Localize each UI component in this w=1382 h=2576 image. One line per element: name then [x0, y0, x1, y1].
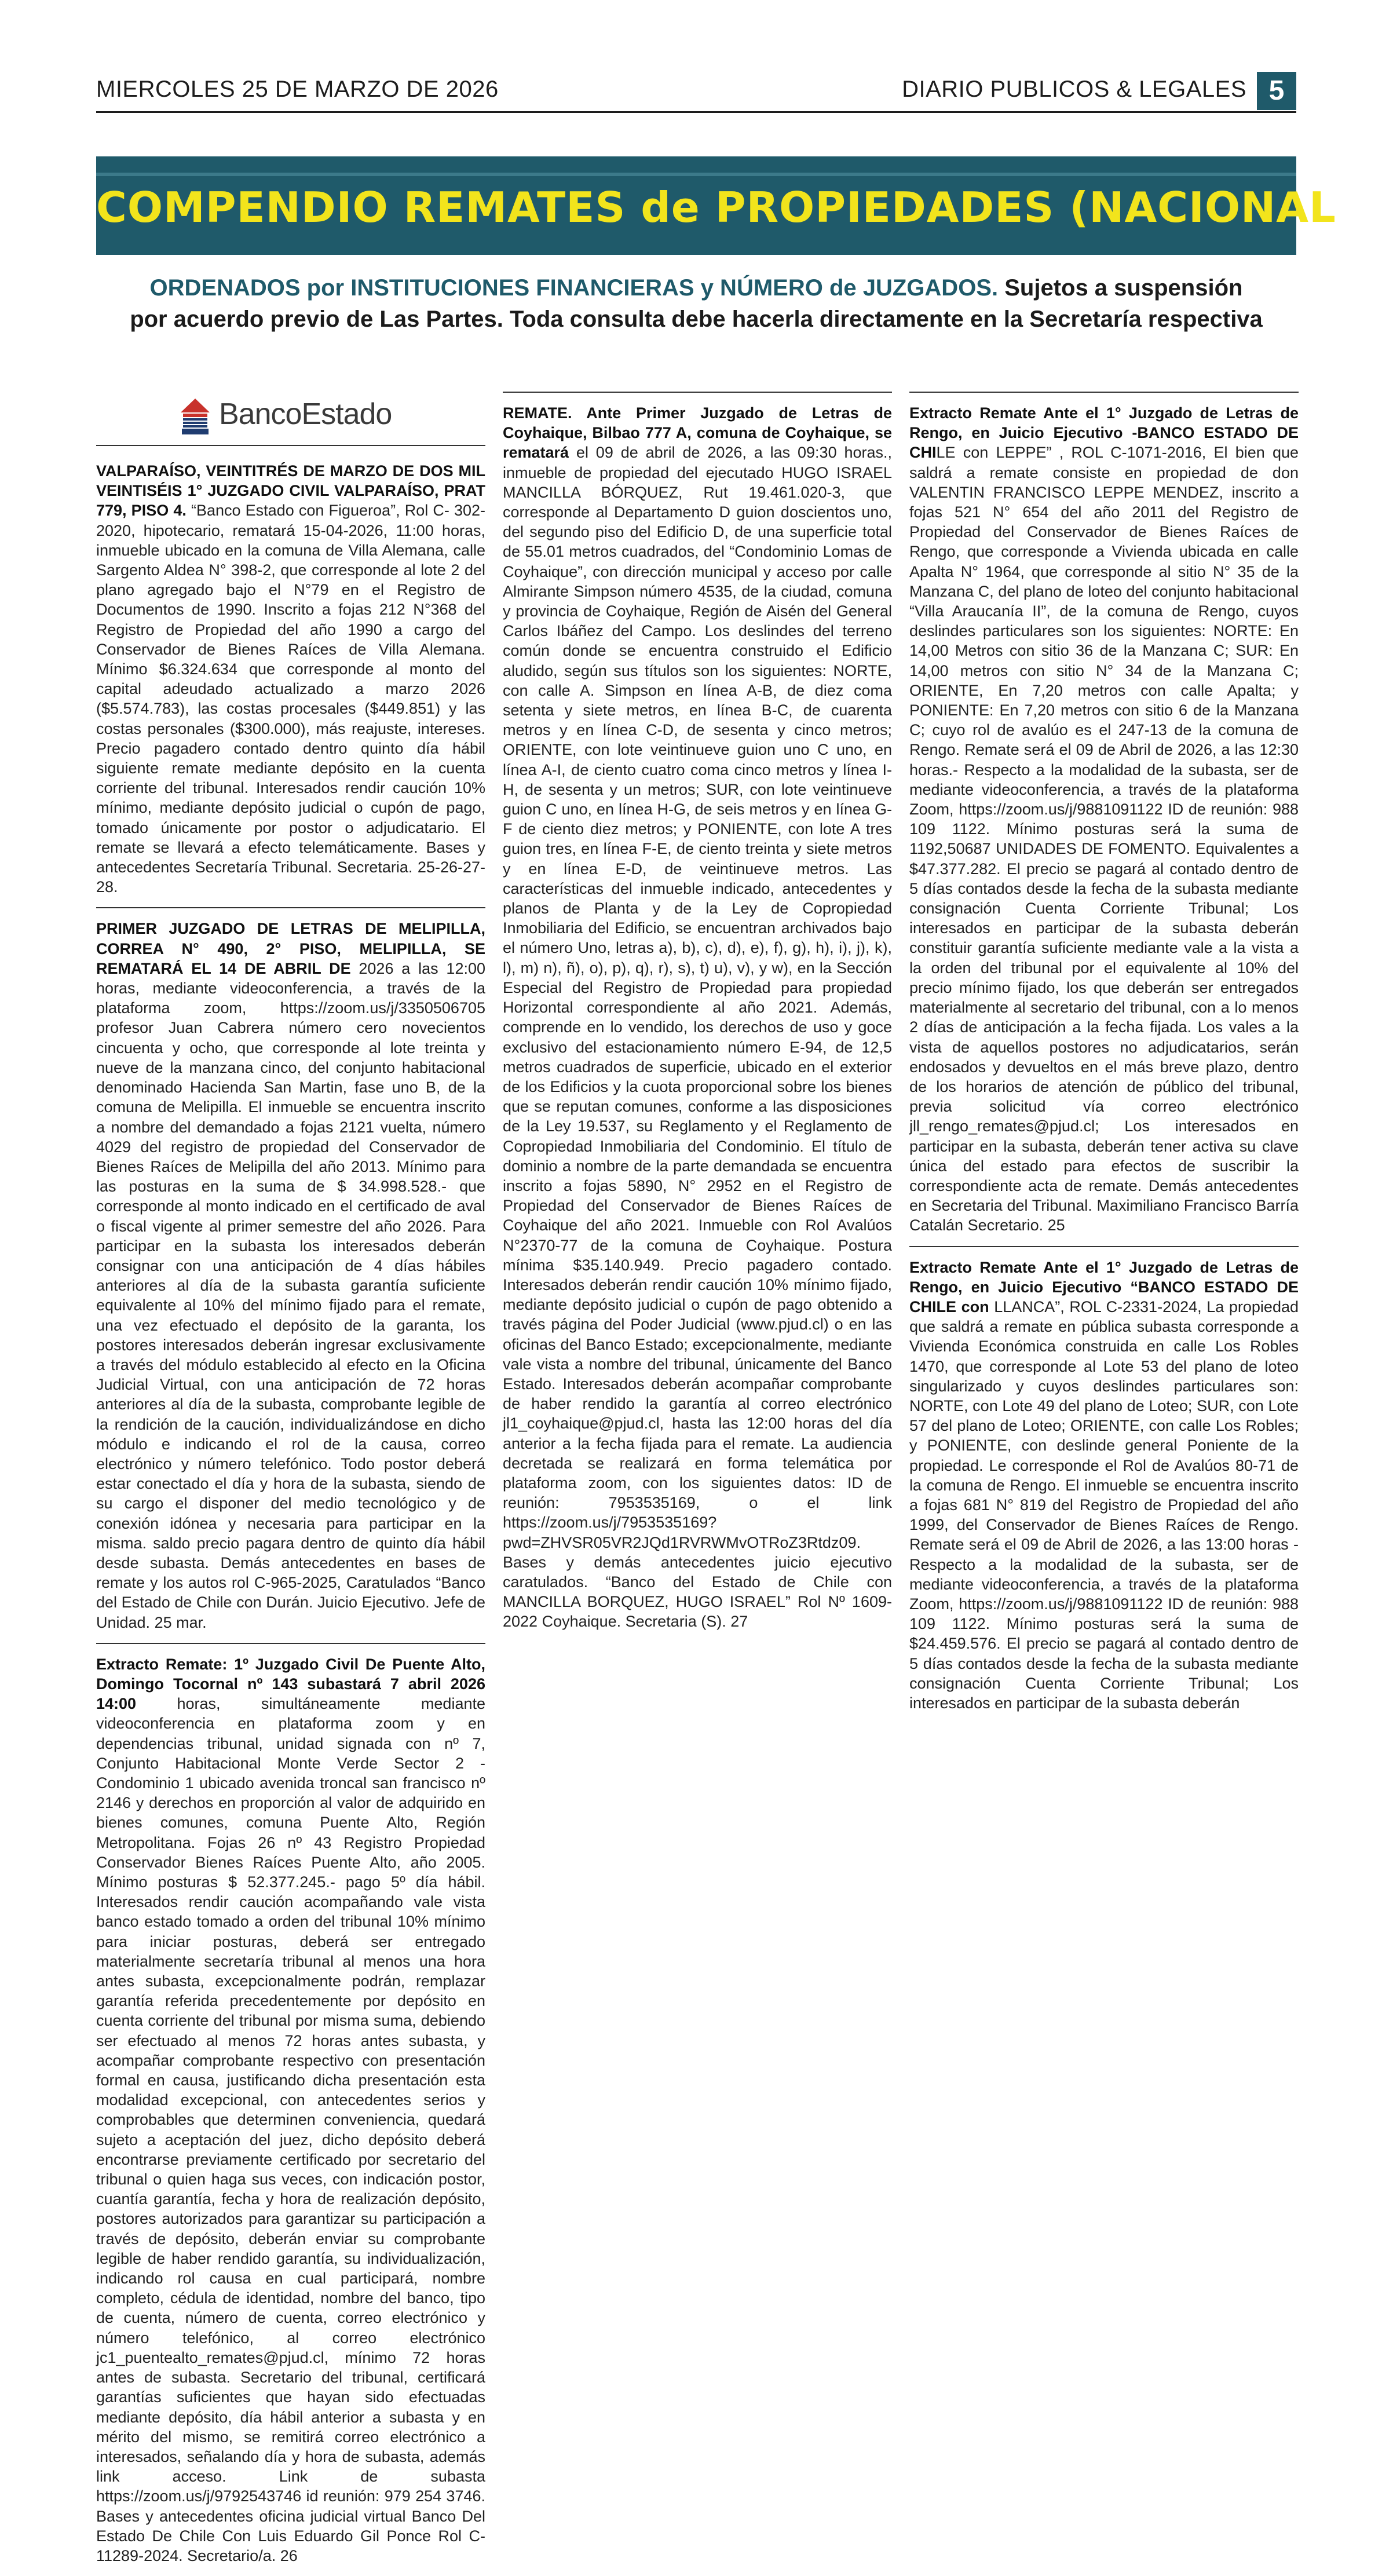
page-number: 5 [1257, 72, 1296, 110]
section-title: COMPENDIO REMATES de PROPIEDADES (NACIONAL [96, 183, 1336, 232]
bank-logo-icon [177, 395, 213, 436]
subtitle-line-2: por acuerdo previo de Las Partes. Toda consulta debe hacerla directamente en la Secretaría respectiva [130, 306, 1263, 332]
bancoestado-logo [96, 387, 485, 446]
column-3 [909, 387, 1299, 1723]
page-header [96, 75, 1296, 113]
notice-rengo-leppe [909, 403, 1299, 1236]
divider [503, 392, 892, 393]
notice-lead: Extracto Remate Ante el 1° Juzgado de Letras de Rengo, en Juicio Ejecutivo -BANCO ESTADO DE CHI [909, 404, 1299, 462]
notice-puente-alto [96, 1654, 485, 2566]
section-subtitle [96, 272, 1296, 335]
divider [909, 1246, 1299, 1247]
logo-text: BancoEstado [219, 397, 392, 431]
notice-body: “Banco Estado con Figueroa”, Rol C- 302-2020, hipotecario, rematará 15-04-2026, 11:00 horas, inmueble ubicado en la comuna de Villa Alemana, calle Sargento Aldea N° 398-2, que corresponde al lote 2 del plano agregado bajo el N°79 en el Registro de Documentos de 1990. Inscrito a fojas 212 N°368 del Registro de Propiedad del año 1990 a cargo del Conservador de Bienes Raíces de Villa Alemana. Mínimo $6.324.634 que corresponde al monto del capital adeudado actualizado a marzo 2026 ($5.574.783), las costas procesales ($449.851) y las costas personales ($300.000), más reajuste, intereses. Precio pagadero contado dentro quinto día hábil siguiente remate mediante depósito en la cuenta corriente del tribunal. Interesados rendir caución 10% mínimo, mediante depósito judicial o cupón de pago, tomado únicamente por postor o adjudicatario. El remate se llevará a efecto telemáticamente. Bases y antecedentes Secretaría Tribunal. Secretaria. 25-26-27-28. [96, 502, 486, 896]
notice-melipilla [96, 919, 485, 1632]
notice-coyhaique [503, 403, 892, 1632]
notice-lead: REMATE. Ante Primer Juzgado de Letras de Coyhaique, Bilbao 777 A, comuna de Coyhaique, se rematará [503, 404, 892, 462]
column-1 [96, 387, 485, 2576]
divider [96, 907, 485, 908]
notice-valparaiso [96, 461, 485, 897]
subtitle-bold: ORDENADOS por INSTITUCIONES FINANCIERAS y NÚMERO de JUZGADOS. [149, 275, 999, 301]
notice-body: 2026 a las 12:00 horas, mediante videoconferencia, a través de la plataforma zoom, https://zoom.us/j/3350506705 profesor Juan Cabrera número cero novecientos cincuenta y ocho, que corresponde al lote treinta y nueve de la manzana cinco, del conjunto habitacional denominado Hacienda San Martin, fase uno B, de la comuna de Melipilla. El inmueble se encuentra inscrito a nombre del demandado a fojas 2121 vuelta, número 4029 del registro de propiedad del Conservador de Bienes Raíces de Melipilla del año 2013. Mínimo para las posturas en la suma de $ 34.998.528.- que corresponde al monto indicado en el certificado de aval o fiscal vigente al primer semestre del año 2026. Para participar en la subasta los interesados deberán consignar con una anticipación de 4 días hábiles anteriores al día de la subasta garantía suficiente equivalente al 10% del mínimo fijado para el remate, una vez efectuado el depósito de la garanta, los postores interesados deberán ingresar exclusivamente a través del módulo establecido al efecto en la Oficina Judicial Virtual, con una anticipación de 72 horas anteriores al día de la subasta, comprobante legible de la rendición de la caución, individualizándose en dicho módulo e indicando el rol de la causa, correo electrónico y número telefónico. Todo postor deberá estar conectado el día y hora de la subasta, siendo de su cargo el disponer del medio tecnológico y de conexión idónea y necesaria para participar en la misma. saldo precio pagara dentro de quinto día hábil desde subasta. Demás antecedentes en bases de remate y los autos rol C-965-2025, Caratulados “Banco del Estado de Chile con Durán. Juicio Ejecutivo. Jefe de Unidad. 25 mar. [96, 959, 485, 1631]
subtitle-rest: Sujetos a suspensión [998, 275, 1243, 301]
notice-lead: PRIMER JUZGADO DE LETRAS DE MELIPILLA, CORREA N° 490, 2° PISO, MELIPILLA, SE REMATARÁ EL 14 DE ABRIL DE [96, 920, 485, 977]
notice-body: LE con LEPPE” , ROL C-1071-2016, El bien que saldrá a remate consiste en propiedad de don VALENTIN FRANCISCO LEPPE MENDEZ, inscrito a fojas 521 N° 654 del año 2011 del Registro de Propiedad del Conservador de Bienes Raíces de Rengo, que corresponde a Vivienda ubicada en calle Apalta N° 1964, que corresponde al sitio N° 35 de la Manzana C, del plano de loteo del conjunto habitacional “Villa Araucanía II”, de la comuna de Rengo, cuyos deslindes particulares son los siguientes: NORTE: En 14,00 Metros con sitio 36 de la Manzana C; SUR: En 14,00 metros con sitio N° 34 de la Manzana C; ORIENTE, En 7,20 metros con calle Apalta; y PONIENTE: En 7,20 metros con sitio 6 de la Manzana C; cuyo rol de avalúo es el 247-13 de la comuna de Rengo. Remate será el 09 de Abril de 2026, a las 12:30 horas.- Respecto a la modalidad de la subasta, ser de mediante videoconferencia, a través de la plataforma Zoom, https://zoom.us/j/9881091122 ID de reunión: 988 109 1122. Mínimo posturas será la suma de 1192,50687 UNIDADES DE FOMENTO. Equivalentes a $47.377.282. El precio se pagará al contado dentro de 5 días contados desde la fecha de la subasta mediante consignación Cuenta Corriente Tribunal; Los interesados en participar de la subasta deberán constituir garantía suficiente mediante vale a la vista a la orden del tribunal por el equivalente al 10% del precio mínimo fijado, los que deberán ser entregados materialmente al secretario del tribunal, con a lo menos 2 días de anticipación a la fecha fijada. Los vales a la vista de aquellos postores no adjudicatarios, serán endosados y devueltos en el más breve plazo, dentro de los horarios de atención de público del tribunal, previa solicitud vía correo electrónico jll_rengo_remates@pjud.cl; Los interesados en participar en la subasta, deberán tener activa su clave única del estado para efectos de suscribir la correspondiente acta de remate. Demás antecedentes en Secretaria del Tribunal. Maximiliano Francisco Barría Catalán Secretario. 25 [909, 444, 1299, 1234]
divider [909, 392, 1299, 393]
notice-body: horas, simultáneamente mediante videoconferencia en plataforma zoom y en dependencias tribunal, unidad signada con nº 7, Conjunto Habitacional Monte Verde Sector 2 - Condominio 1 ubicado avenida troncal san francisco nº 2146 y derechos en proporción al valor de adquirido en bienes comunes, comuna Puente Alto, Región Metropolitana. Fojas 26 nº 43 Registro Propiedad Conservador Bienes Raíces Puente Alto, año 2005. Mínimo posturas $ 52.377.245.- pago 5º día hábil. Interesados rendir caución acompañando vale vista banco estado tomado a orden del tribunal 10% mínimo para iniciar posturas, deberá ser entregado materialmente secretaría tribunal al menos una hora antes subasta, excepcionalmente podrán, remplazar garantía referida precedentemente por depósito en cuenta corriente del tribunal por misma suma, debiendo ser efectuado al menos 72 horas antes subasta, y acompañar comprobante respectivo con presentación formal en causa, justificando dicha presentación esta modalidad excepcional, con antecedentes serios y comprobables que determinen conveniencia, quedará sujeto a aceptación del juez, dicho depósito deberá encontrarse previamente certificado por secretario del tribunal o quien haga sus veces, con indicación postor, cuantía garantía, fecha y hora de realización depósito, postores autorizados para garantizar su participación a través de depósito, deberán enviar su comprobante legible de haber rendido garantía, su individualización, indicando rol causa en cual participará, nombre completo, cédula de identidad, nombre del banco, tipo de cuenta, número de cuenta, correo electrónico y número telefónico, al correo electrónico jc1_puentealto_remates@pjud.cl, mínimo 72 horas antes de subasta. Secretario del tribunal, certificará garantías suficientes que hayan sido efectuadas mediante depósito, día hábil anterior a subasta y en mérito del mismo, se remitirá correo electrónico a interesados, señalando día y hora de subasta, además link acceso. Link de subasta https://zoom.us/j/9792543746 id reunión: 979 254 3746. Bases y antecedentes oficina judicial virtual Banco Del Estado De Chile Con Luis Eduardo Gil Ponce Rol C-11289-2024. Secretario/a. 26 [96, 1695, 485, 2564]
column-2 [503, 387, 892, 1642]
notice-body: el 09 de abril de 2026, a las 09:30 horas., inmueble de propiedad del ejecutado HUGO ISRAEL MANCILLA BÓRQUEZ, Rut 19.461.020-3, que corresponde al Departamento D guion doscientos uno, del segundo piso del Edificio D, de una superficie total de 55.01 metros cuadrados, del “Condominio Lomas de Coyhaique”, con dirección municipal y acceso por calle Almirante Simpson número 4535, de la ciudad, comuna y provincia de Coyhaique, Región de Aisén del General Carlos Ibáñez del Campo. Los deslindes del terreno común donde se encuentra construido el Edificio aludido, según sus títulos son los siguientes: NORTE, con calle A. Simpson en línea A-B, de diez coma setenta y siete metros, en línea B-C, de cuarenta metros y en línea C-D, de sesenta y cinco metros; ORIENTE, con lote veintinueve guion uno C uno, en línea A-I, de ciento cuatro coma cinco metros y línea I-H, de sesenta y un metros; SUR, con lote veintinueve guion C uno, en línea H-G, de seis metros y en línea G-F de ciento diez metros; y PONIENTE, con lote A tres guion tres, en línea F-E, de ciento treinta y siete metros y en línea E-D, de veintinueve metros. Las características del inmueble indicado, antecedentes y planos de Planta y de la Ley de Copropiedad Inmobiliaria del Edificio, se encuentran archivados bajo el número Uno, letras a), b), c), d), e), f), g), h), i), j), k), l), m) n), ñ), o), p), q), r), s), t) u), v), y w), en la Sección Especial del Registro de Propiedad para propiedad Horizontal correspondiente al año 2021. Además, comprende en lo vendido, los derechos de uso y goce exclusivo del estacionamiento número E-94, de 12,5 metros cuadrados de superficie, ubicado en el exterior de los Edificios y la cuota proporcional sobre los bienes que se reputan comunes, conforme a las disposiciones de la Ley 19.537, su Reglamento y el Reglamento de Copropiedad Inmobiliaria del Condominio. El título de dominio a nombre de la parte demandada se encuentra inscrito a fojas 5890, N° 2952 en el Registro de Propiedad del Conservador de Bienes Raíces de Coyhaique del año 2021. Inmueble con Rol Avalúos N°2370-77 de la comuna de Coyhaique. Postura mínima $35.140.949. Precio pagadero contado. Interesados deberán rendir caución 10% mínimo fijado, mediante depósito judicial o cupón de pago obtenido a través página del Poder Judicial (www.pjud.cl) o en las oficinas del Banco Estado; excepcionalmente, mediante vale vista a nombre del tribunal, únicamente del Banco Estado. Interesados deberán acompañar comprobante de haber rendido la garantía al correo electrónico jl1_coyhaique@pjud.cl, hasta las 12:00 horas del día anterior a la fecha fijada para el remate. La audiencia decretada se realizará en forma telemática por plataforma zoom, con los siguientes datos: ID de reunión: 7953535169, o el link https://zoom.us/j/7953535169?pwd=ZHVSR05VR2JQd1RVRWMvOTRoZ3Rtdz09. Bases y demás antecedentes juicio ejecutivo caratulados. “Banco del Estado de Chile con MANCILLA BORQUEZ, HUGO ISRAEL” Rol Nº 1609-2022 Coyhaique. Secretaria (S). 27 [503, 444, 892, 1631]
section-banner [96, 156, 1336, 255]
notice-lead: Extracto Remate Ante el 1° Juzgado de Letras de Rengo, en Juicio Ejecutivo “BANCO ESTADO DE CHILE con [909, 1258, 1299, 1316]
notice-lead: Extracto Remate: 1º Juzgado Civil De Puente Alto, Domingo Tocornal nº 143 subastará 7 abril 2026 14:00 [96, 1655, 485, 1713]
issue-date: MIERCOLES 25 DE MARZO DE 2026 [96, 76, 499, 102]
banner-stripe [96, 173, 1296, 176]
newspaper-name: DIARIO PUBLICOS & LEGALES [902, 76, 1246, 102]
notice-lead: VALPARAÍSO, VEINTITRÉS DE MARZO DE DOS MIL VEINTISÉIS 1° JUZGADO CIVIL VALPARAÍSO, PRAT 779, PISO 4. [96, 462, 485, 520]
notice-rengo-llanca [909, 1258, 1299, 1713]
notice-body: LLANCA”, ROL C-2331-2024, La propiedad que saldrá a remate en pública subasta corresponde a Vivienda Económica construida en calle Los Robles 1470, que corresponde al Lote 53 del plano de loteo singularizado y cuyos deslindes particulares son: NORTE, con Lote 49 del plano de Loteo; SUR, con Lote 57 del plano de Loteo; ORIENTE, con calle Los Robles; y PONIENTE, con deslinde general Poniente de la propiedad. Le corresponde el Rol de Avalúos 80-71 de la comuna de Rengo. El inmueble se encuentra inscrito a fojas 681 N° 819 del Registro de Propiedad del año 1999, del Conservador de Bienes Raíces de Rengo. Remate será el 09 de Abril de 2026, a las 13:00 horas - Respecto a la modalidad de la subasta, ser de mediante videoconferencia, a través de la plataforma Zoom, https://zoom.us/j/9881091122 ID de reunión: 988 109 1122. Mínimo posturas será la suma de $24.459.576. El precio se pagará al contado dentro de 5 días contados desde la fecha de la subasta mediante consignación Cuenta Corriente Tribunal; Los interesados en participar de la subasta deberán [909, 1298, 1299, 1712]
divider [96, 1643, 485, 1644]
